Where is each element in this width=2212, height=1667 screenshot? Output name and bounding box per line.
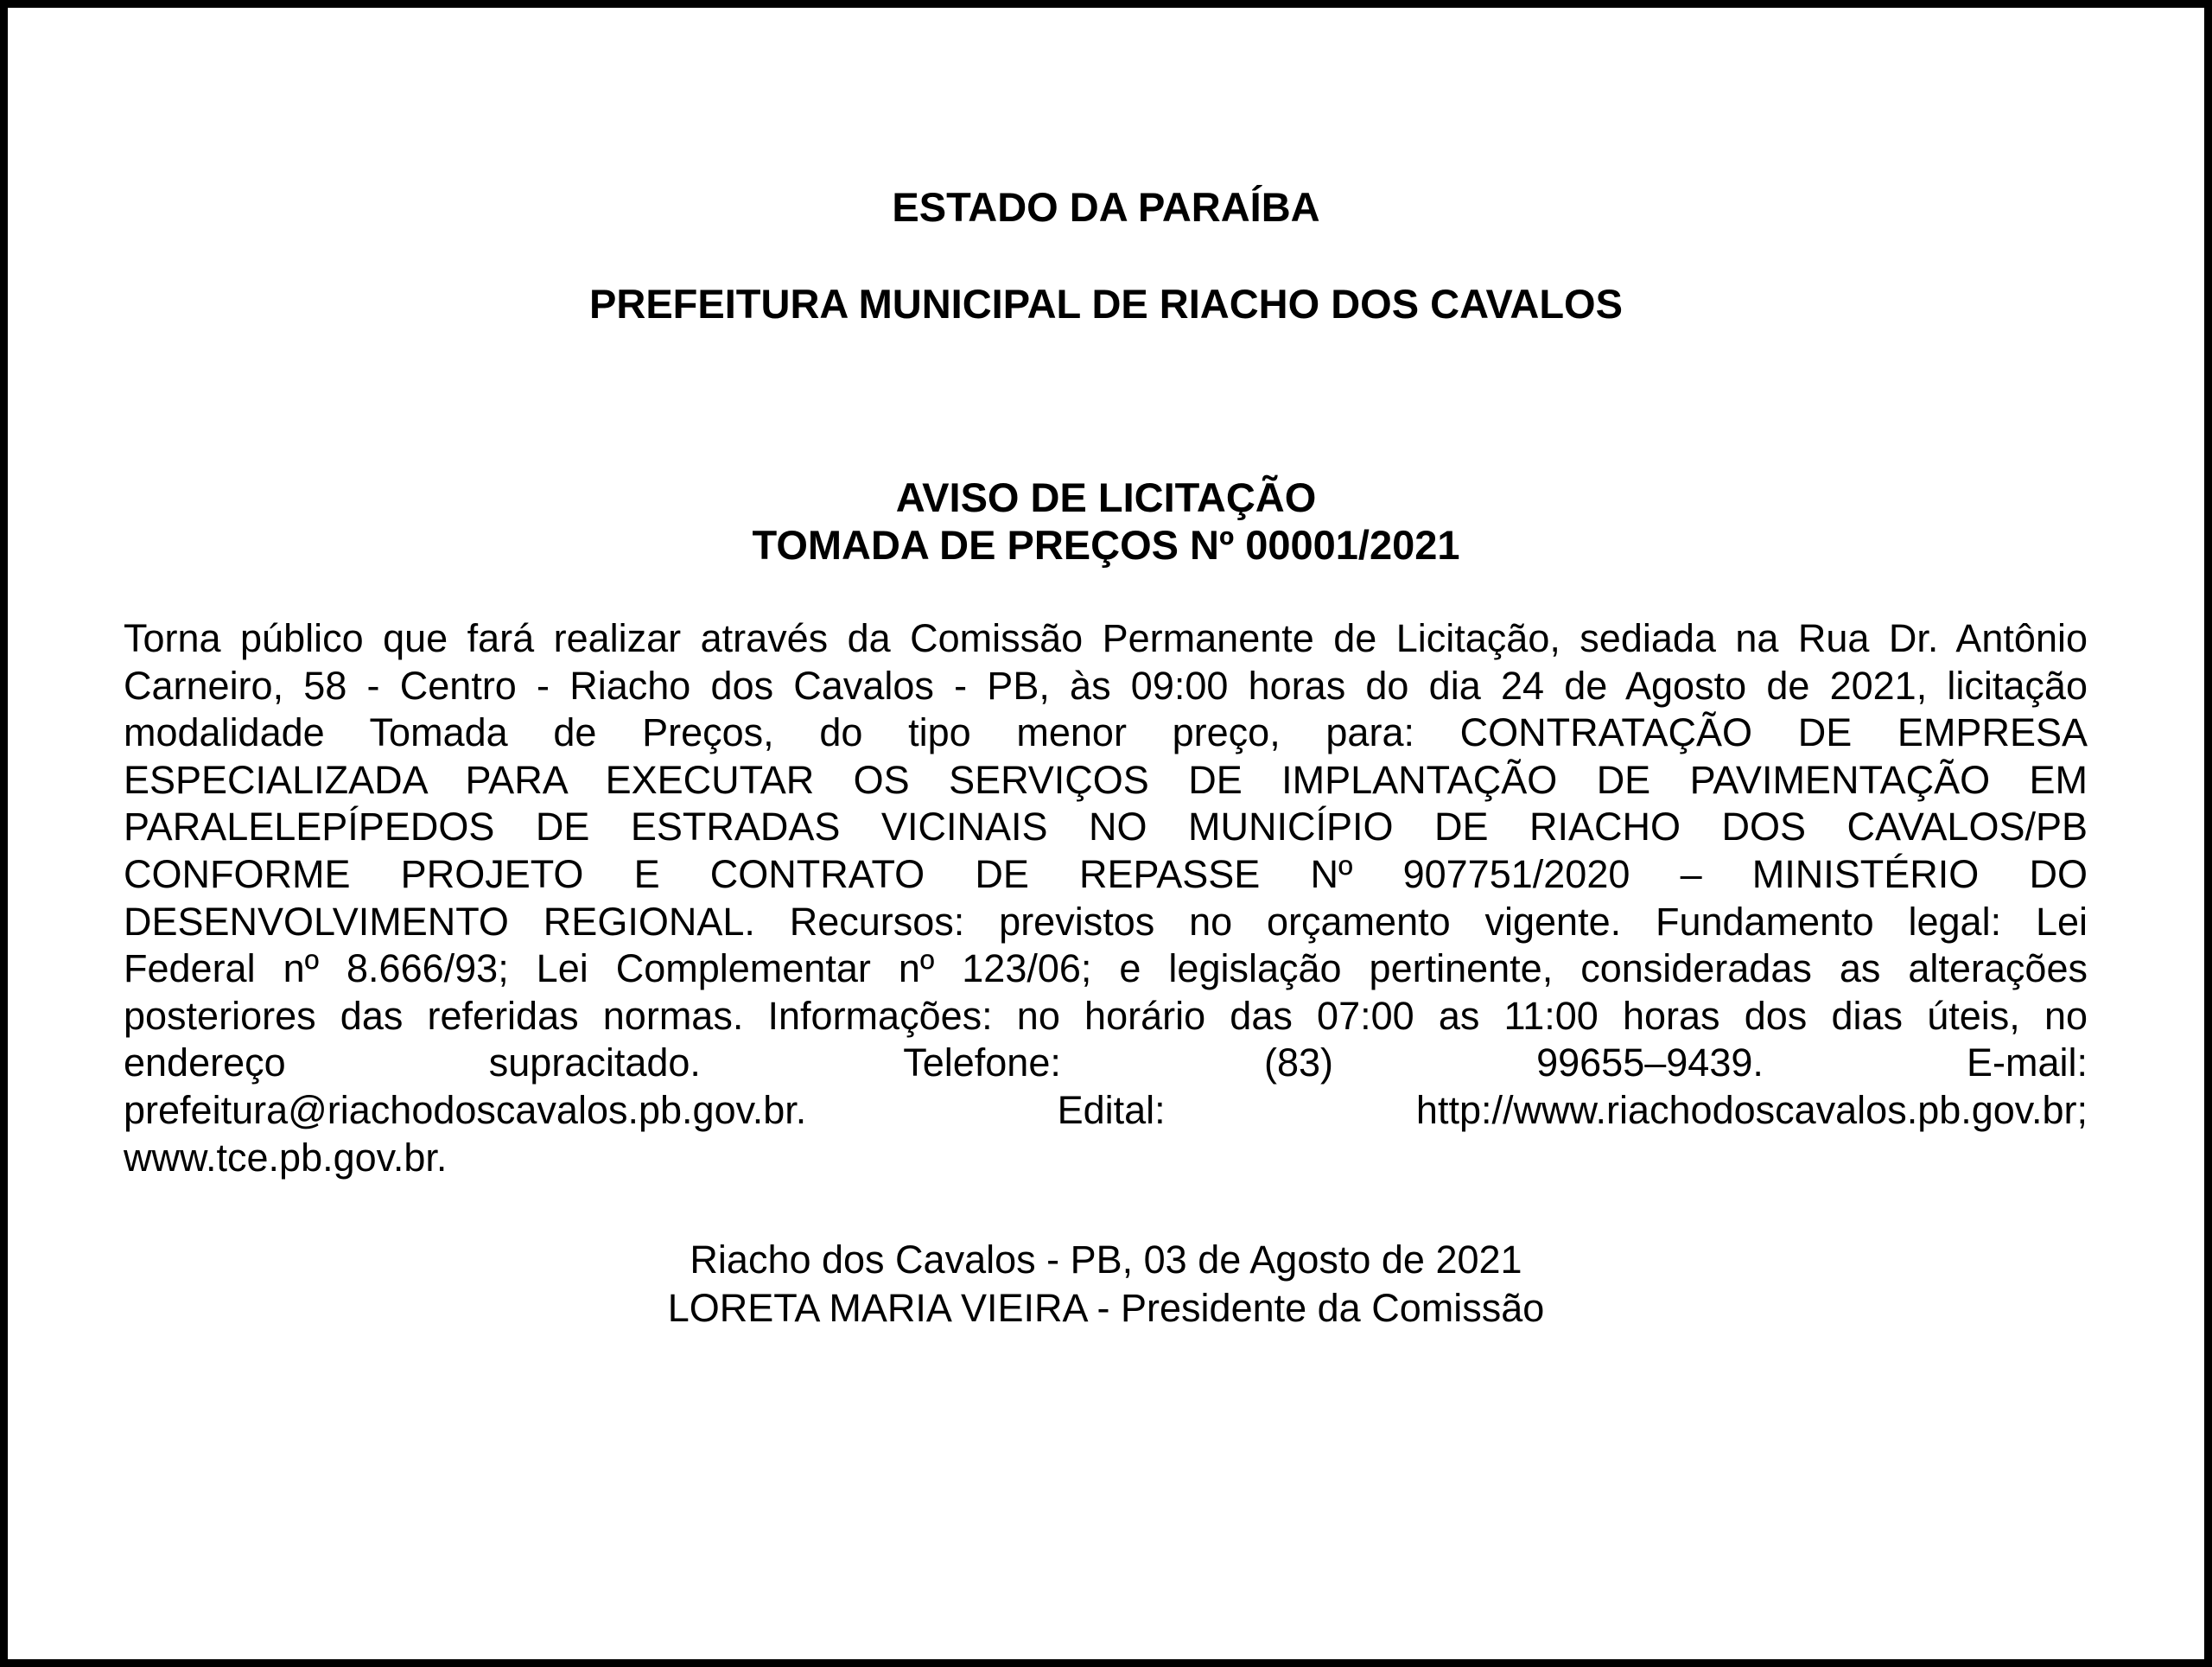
place-date: Riacho dos Cavalos - PB, 03 de Agosto de 2021 bbox=[690, 1238, 1522, 1282]
body-line: DESENVOLVIMENTO REGIONAL. Recursos: previstos no orçamento vigente. Fundamento legal: Lei bbox=[124, 899, 2088, 944]
body-line: endereço supracitado. Telefone: (83) 99655–9439. E-mail: bbox=[124, 1040, 2088, 1085]
body-line: modalidade Tomada de Preços, do tipo menor preço, para: CONTRATAÇÃO DE EMPRESA bbox=[124, 710, 2088, 755]
state-heading: ESTADO DA PARAÍBA bbox=[892, 184, 1320, 230]
body-line: prefeitura@riachodoscavalos.pb.gov.br. Edital: http://www.riachodoscavalos.pb.gov.br; bbox=[124, 1087, 2088, 1132]
body-line: CONFORME PROJETO E CONTRATO DE REPASSE Nº 907751/2020 – MINISTÉRIO DO bbox=[124, 851, 2088, 896]
body-line: ESPECIALIZADA PARA EXECUTAR OS SERVIÇOS DE IMPLANTAÇÃO DE PAVIMENTAÇÃO EM bbox=[124, 757, 2088, 802]
body-line: Federal nº 8.666/93; Lei Complementar nº 123/06; e legislação pertinente, consideradas as alterações bbox=[124, 946, 2088, 991]
body-line: www.tce.pb.gov.br. bbox=[124, 1135, 448, 1180]
body-line: PARALELEPÍPEDOS DE ESTRADAS VICINAIS NO MUNICÍPIO DE RIACHO DOS CAVALOS/PB bbox=[124, 805, 2088, 849]
body-line: Torna público que fará realizar através da Comissão Permanente de Licitação, sediada na Rua Dr. Antônio bbox=[124, 616, 2088, 660]
notice-number: TOMADA DE PREÇOS Nº 00001/2021 bbox=[752, 522, 1460, 568]
notice-title: AVISO DE LICITAÇÃO bbox=[895, 474, 1317, 520]
notice-body bbox=[124, 615, 2088, 1181]
body-line: Carneiro, 58 - Centro - Riacho dos Cavalos - PB, às 09:00 horas do dia 24 de Agosto de 2021, licitação bbox=[124, 663, 2088, 708]
prefecture-heading: PREFEITURA MUNICIPAL DE RIACHO DOS CAVALOS bbox=[589, 281, 1623, 327]
body-line: posteriores das referidas normas. Informações: no horário das 07:00 as 11:00 horas dos dias úteis, no bbox=[124, 993, 2088, 1038]
signatory: LORETA MARIA VIEIRA - Presidente da Comissão bbox=[667, 1286, 1545, 1330]
